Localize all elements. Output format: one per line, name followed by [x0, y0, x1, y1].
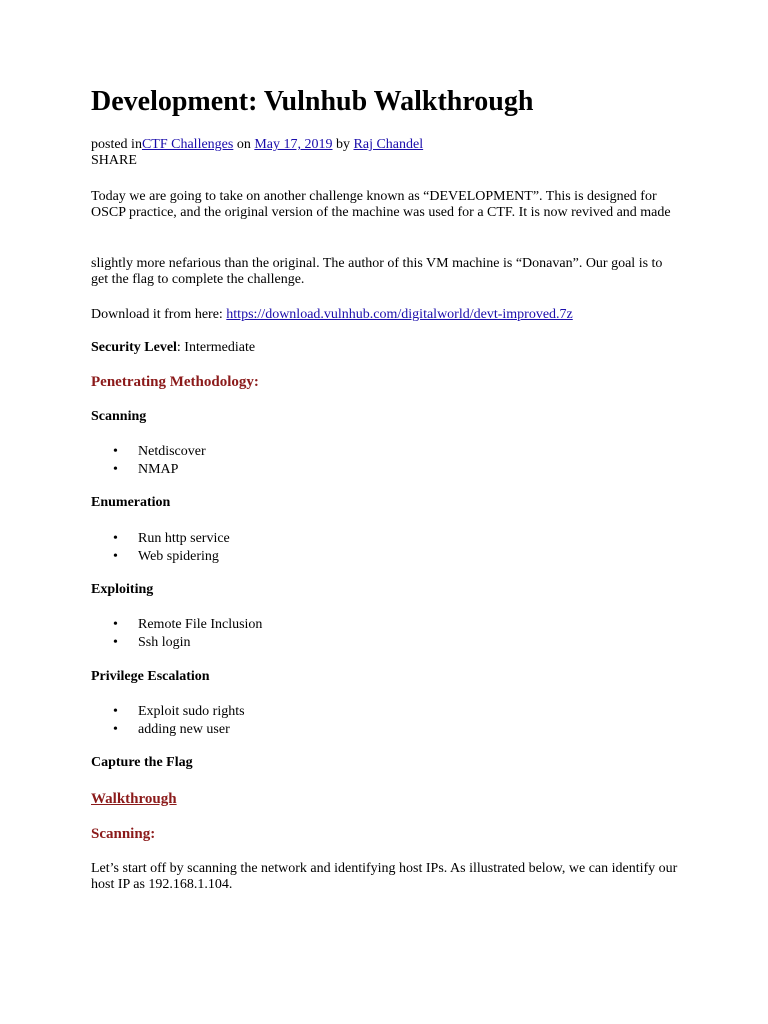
- list-item: • Netdiscover: [91, 443, 206, 461]
- security-level: [91, 340, 681, 356]
- capture-flag-heading: Capture the Flag: [91, 755, 193, 770]
- page-title: Development: Vulnhub Walkthrough: [91, 86, 534, 117]
- post-meta: [91, 137, 423, 153]
- list-item: • adding new user: [91, 721, 245, 739]
- category-link[interactable]: CTF Challenges: [141, 137, 234, 152]
- exploiting-list: [91, 616, 262, 652]
- list-item: • Web spidering: [91, 548, 230, 566]
- download-link[interactable]: https://download.vulnhub.com/digitalworld/devt-improved.7z: [226, 307, 573, 322]
- security-level-label: Security Level: [91, 340, 177, 355]
- by-label: by: [332, 137, 354, 152]
- list-item: • Ssh login: [91, 634, 262, 652]
- walkthrough-heading[interactable]: Walkthrough: [91, 791, 177, 807]
- list-item: • NMAP: [91, 461, 206, 479]
- methodology-heading: Penetrating Methodology:: [91, 374, 259, 390]
- enumeration-list: [91, 530, 230, 566]
- section-heading-enumeration: Enumeration: [91, 495, 171, 510]
- scanning-list: [91, 443, 206, 479]
- section-heading-scanning: Scanning: [91, 409, 147, 424]
- share-label[interactable]: SHARE: [91, 153, 137, 168]
- scanning-heading: Scanning:: [91, 826, 156, 842]
- author-link[interactable]: Raj Chandel: [353, 137, 424, 152]
- section-heading-privilege-escalation: Privilege Escalation: [91, 669, 210, 684]
- intro-paragraph-1: Today we are going to take on another challenge known as “DEVELOPMENT”. This is designed for OSCP practice, and the original version of the machine was used for a CTF. It is now revived and made: [91, 189, 671, 220]
- download-paragraph: [91, 307, 681, 323]
- privilege-escalation-list: [91, 703, 245, 739]
- date-link[interactable]: May 17, 2019: [254, 137, 333, 152]
- scanning-paragraph: Let’s start off by scanning the network and identifying host IPs. As illustrated below, we can identify our host IP as 192.168.1.104.: [91, 861, 678, 892]
- list-item: • Remote File Inclusion: [91, 616, 262, 634]
- security-level-value: : Intermediate: [176, 340, 256, 355]
- intro-paragraph-2: slightly more nefarious than the original. The author of this VM machine is “Donavan”. Our goal is to get the flag to complete the challenge.: [91, 256, 663, 287]
- on-label: on: [233, 137, 255, 152]
- download-label: Download it from here:: [91, 307, 227, 322]
- list-item: • Run http service: [91, 530, 230, 548]
- posted-in-label: posted in: [91, 137, 142, 152]
- list-item: • Exploit sudo rights: [91, 703, 245, 721]
- section-heading-exploiting: Exploiting: [91, 582, 154, 597]
